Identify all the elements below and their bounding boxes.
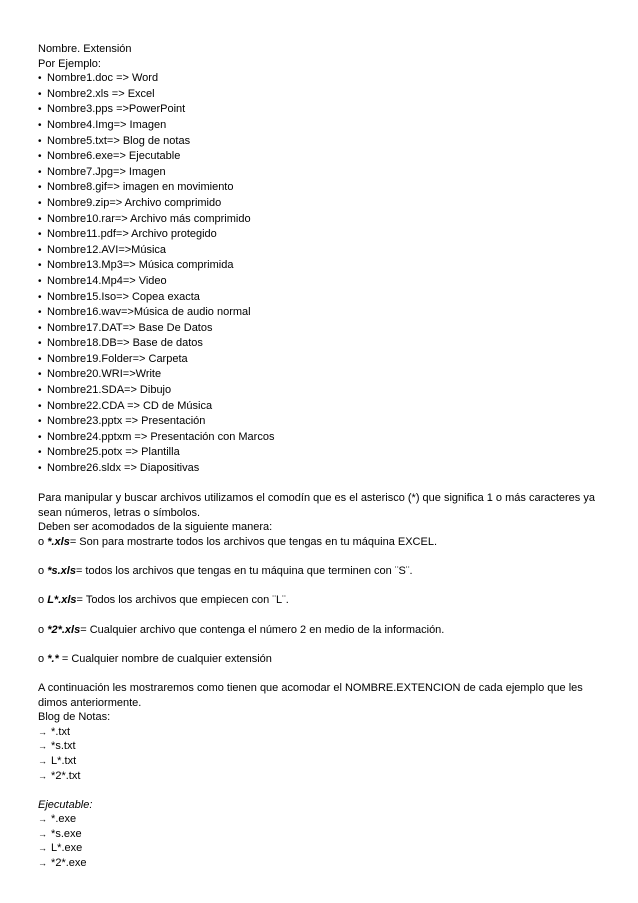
wildcard-prefix: o [38, 623, 48, 636]
wildcard-item [38, 535, 608, 550]
list-item [38, 461, 608, 477]
bullet-icon: • [38, 213, 42, 225]
group-item [38, 739, 608, 754]
spacer [38, 550, 608, 565]
list-item [38, 102, 608, 118]
example-label: Por Ejemplo: [38, 57, 101, 70]
list-item [38, 180, 608, 196]
list-item-text: Nombre4.Img=> Imagen [47, 118, 167, 131]
list-item [38, 367, 608, 383]
wildcard-item [38, 652, 608, 667]
wildcard-pattern: *.* [47, 652, 59, 665]
wildcard-prefix: o [38, 565, 48, 578]
group-item [38, 725, 608, 740]
list-item-text: Nombre25.potx => Plantilla [47, 446, 180, 459]
group-item-text: *.txt [48, 725, 71, 738]
group-item-text: *s.exe [48, 827, 82, 840]
list-item [38, 243, 608, 259]
arrow-icon: → [38, 770, 47, 781]
list-item-text: Nombre19.Folder=> Carpeta [47, 352, 188, 365]
list-item-text: Nombre14.Mp4=> Video [47, 274, 167, 287]
group-item [38, 856, 608, 871]
list-item-text: Nombre16.wav=>Música de audio normal [47, 306, 251, 319]
list-item-text: Nombre18.DB=> Base de datos [47, 337, 203, 350]
spacer [38, 783, 608, 798]
list-item-text: Nombre11.pdf=> Archivo protegido [47, 228, 217, 241]
list-item-text: Nombre24.pptxm => Presentación con Marcos [47, 430, 275, 443]
group-item-text: *2*.txt [48, 769, 81, 782]
list-item [38, 71, 608, 87]
list-item-text: Nombre1.doc => Word [47, 72, 159, 85]
list-item-text: Nombre20.WRI=>Write [47, 368, 162, 381]
list-item [38, 352, 608, 368]
wildcard-intro: Para manipular y buscar archivos utilizamos el comodín que es el asterisco (*) que significa 1 o más caracteres ya sean números, letras o símbolos. [38, 492, 595, 519]
list-item-text: Nombre13.Mp3=> Música comprimida [47, 259, 234, 272]
group-item-text: *2*.exe [48, 857, 87, 870]
list-item [38, 165, 608, 181]
list-item [38, 336, 608, 352]
wildcard-pattern: *.xls [47, 536, 70, 548]
bullet-icon: • [38, 151, 42, 163]
bullet-icon: • [38, 463, 42, 475]
list-item [38, 227, 608, 243]
wildcard-item [38, 623, 608, 638]
arrow-icon: → [38, 814, 47, 825]
wildcard-list [38, 535, 608, 681]
group-title: Blog de Notas: [38, 711, 111, 724]
list-item-text: Nombre8.gif=> imagen en movimiento [47, 181, 234, 194]
list-item-text: Nombre9.zip=> Archivo comprimido [47, 196, 222, 209]
bullet-icon: • [38, 88, 42, 100]
wildcard-pattern: *s.xls [47, 565, 76, 578]
list-item [38, 399, 608, 415]
bullet-icon: • [38, 166, 42, 178]
list-item-text: Nombre3.pps =>PowerPoint [47, 103, 186, 116]
list-item [38, 196, 608, 212]
list-item-text: Nombre22.CDA => CD de Música [47, 399, 213, 412]
list-item [38, 305, 608, 321]
bullet-icon: • [38, 182, 42, 194]
list-item-text: Nombre26.sldx => Diapositivas [47, 462, 200, 475]
bullet-icon: • [38, 385, 42, 397]
list-item [38, 414, 608, 430]
spacer [38, 666, 608, 681]
bullet-icon: • [38, 73, 42, 85]
group-item [38, 769, 608, 784]
group-item [38, 841, 608, 856]
wildcard-item [38, 564, 608, 579]
bullet-icon: • [38, 119, 42, 131]
list-item-text: Nombre12.AVI=>Música [47, 243, 167, 256]
group-item-text: *.exe [48, 813, 77, 826]
bullet-icon: • [38, 104, 42, 116]
bullet-icon: • [38, 260, 42, 272]
list-item [38, 118, 608, 134]
list-item [38, 274, 608, 290]
bullet-icon: • [38, 229, 42, 241]
bullet-icon: • [38, 322, 42, 334]
wildcard-desc: = Cualquier archivo que contenga el número 2 en medio de la información. [80, 623, 445, 636]
wildcard-desc: = Son para mostrarte todos los archivos que tengas en tu máquina EXCEL. [69, 536, 438, 548]
list-item [38, 258, 608, 274]
wildcard-desc: = todos los archivos que tengas en tu máquina que terminen con ¨S¨. [75, 565, 413, 578]
arrow-icon: → [38, 726, 47, 737]
bullet-icon: • [38, 338, 42, 350]
list-item-text: Nombre5.txt=> Blog de notas [47, 134, 191, 147]
list-item [38, 430, 608, 446]
spacer [38, 579, 608, 594]
bullet-icon: • [38, 135, 42, 147]
group-item-text: L*.exe [48, 842, 83, 855]
bullet-icon: • [38, 400, 42, 412]
wildcard-item [38, 593, 608, 608]
continuation-text: A continuación les mostraremos como tienen que acomodar el NOMBRE.EXTENCION de cada ejemplo que les dimos anteriormente. [38, 681, 583, 709]
bullet-icon: • [38, 447, 42, 459]
examples-list [38, 71, 608, 476]
spacer [38, 637, 608, 652]
list-item [38, 149, 608, 165]
arrow-icon: → [38, 858, 47, 869]
bullet-icon: • [38, 244, 42, 256]
bullet-icon: • [38, 416, 42, 428]
list-item [38, 321, 608, 337]
bullet-icon: • [38, 307, 42, 319]
group-item [38, 827, 608, 842]
list-item-text: Nombre2.xls => Excel [47, 87, 155, 100]
list-item-text: Nombre15.Iso=> Copea exacta [47, 290, 200, 303]
wildcard-desc: = Todos los archivos que empiecen con ¨L¨. [76, 594, 289, 607]
list-item-text: Nombre7.Jpg=> Imagen [47, 165, 166, 178]
list-item [38, 290, 608, 306]
group-item-text: *s.txt [48, 740, 76, 753]
list-item [38, 134, 608, 150]
list-item-text: Nombre6.exe=> Ejecutable [47, 150, 181, 163]
list-item [38, 383, 608, 399]
group-item [38, 812, 608, 827]
bullet-icon: • [38, 431, 42, 443]
bullet-icon: • [38, 353, 42, 365]
list-item-text: Nombre21.SDA=> Dibujo [47, 384, 172, 397]
group-item [38, 754, 608, 769]
spacer [38, 477, 608, 492]
wildcard-prefix: o [38, 652, 48, 665]
wildcard-pattern: L*.xls [47, 594, 77, 607]
bullet-icon: • [38, 369, 42, 381]
extension-groups [38, 710, 608, 871]
wildcard-prefix: o [38, 594, 48, 607]
order-line: Deben ser acomodados de la siguiente manera: [38, 521, 273, 534]
list-item-text: Nombre10.rar=> Archivo más comprimido [47, 212, 251, 225]
wildcard-prefix: o [38, 536, 48, 548]
list-item [38, 445, 608, 461]
wildcard-pattern: *2*.xls [47, 623, 81, 636]
list-item-text: Nombre23.pptx => Presentación [47, 415, 206, 428]
arrow-icon: → [38, 755, 47, 766]
list-item-text: Nombre17.DAT=> Base De Datos [47, 321, 213, 334]
list-item [38, 87, 608, 103]
spacer [38, 608, 608, 623]
list-item [38, 212, 608, 228]
bullet-icon: • [38, 275, 42, 287]
arrow-icon: → [38, 828, 47, 839]
format-line: Nombre. Extensión [38, 43, 132, 55]
arrow-icon: → [38, 741, 47, 752]
bullet-icon: • [38, 197, 42, 209]
group-item-text: L*.txt [48, 754, 77, 767]
bullet-icon: • [38, 291, 42, 303]
arrow-icon: → [38, 843, 47, 854]
group-title: Ejecutable: [38, 798, 93, 811]
document-page [38, 42, 608, 871]
wildcard-desc: = Cualquier nombre de cualquier extensión [58, 652, 272, 665]
